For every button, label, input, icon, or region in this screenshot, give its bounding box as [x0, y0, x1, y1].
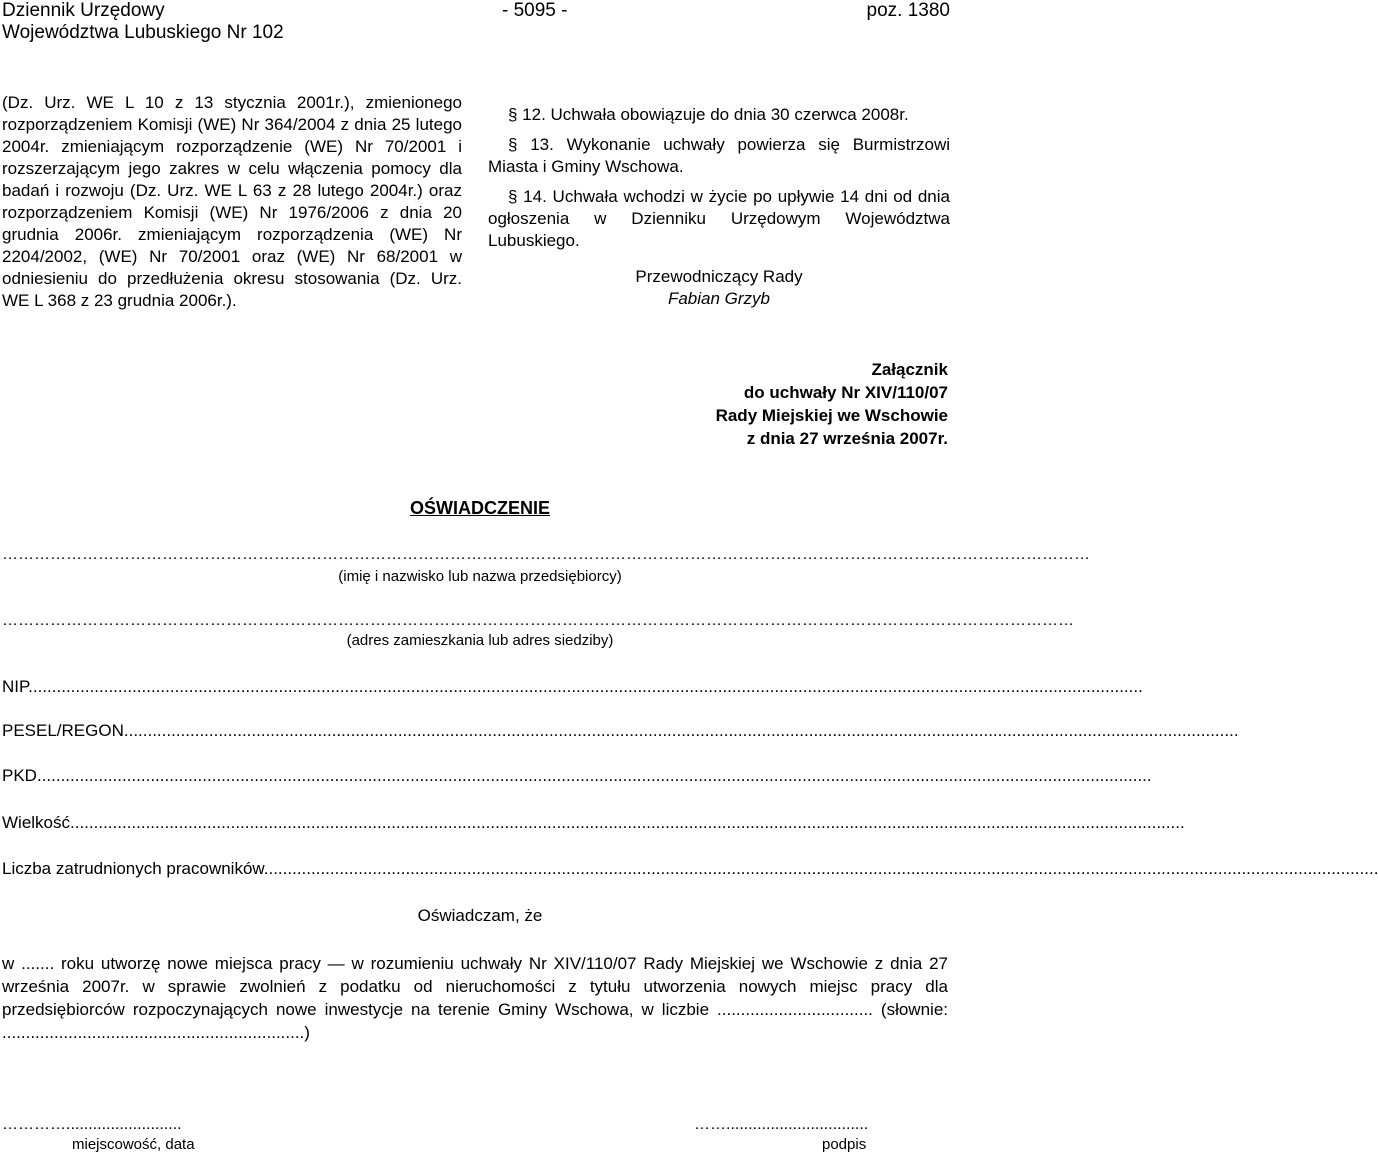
journal-title: Dziennik Urzędowy	[2, 0, 165, 21]
paragraph-13: § 13. Wykonanie uchwały powierza się Burmistrzowi Miasta i Gminy Wschowa.	[488, 135, 950, 176]
paragraph-12: § 12. Uchwała obowiązuje do dnia 30 czerwca 2008r.	[508, 105, 909, 124]
declaration-statement	[2, 952, 948, 1044]
right-column	[488, 104, 950, 310]
annex-heading	[508, 358, 948, 450]
signature-caption: podpis	[822, 1136, 867, 1153]
employees-dots[interactable]: ............................................................................................................................................................................................................................................	[263, 859, 1378, 878]
signer-title: Przewodniczący Rady	[635, 267, 803, 286]
left-column	[2, 92, 462, 312]
chairman-signature	[488, 266, 950, 310]
name-field-dots[interactable]: ……………………………………………………………………………………………………………………………………………………………………………………	[2, 546, 1090, 563]
address-field-dots[interactable]: …………………………………………………………………………………………………………………………………………………………………………………	[2, 612, 1074, 629]
pkd-label: PKD	[2, 766, 37, 785]
form-title: OŚWIADCZENIE	[409, 498, 550, 518]
size-dots[interactable]: ............................................................................................................................................................................................................................................	[70, 813, 1185, 832]
place-date-caption: miejscowość, data	[72, 1136, 195, 1153]
employees-field[interactable]	[2, 858, 1378, 880]
page-header	[0, 0, 960, 46]
pkd-dots[interactable]: ............................................................................................................................................................................................................................................	[36, 766, 1152, 785]
nip-label: NIP	[2, 677, 29, 696]
annex-line-2: do uchwały Nr XIV/110/07	[743, 383, 948, 402]
pesel-regon-dots[interactable]: ............................................................................................................................................................................................................................................	[123, 721, 1239, 740]
position-number: poz. 1380	[866, 0, 950, 21]
nip-field[interactable]	[2, 676, 1143, 698]
pesel-regon-field[interactable]	[2, 720, 1239, 742]
pesel-regon-label: PESEL/REGON	[2, 721, 124, 740]
address-field-caption: (adres zamieszkania lub adres siedziby)	[346, 632, 614, 649]
signature-dots[interactable]: ……................................	[694, 1116, 869, 1133]
declaration-text: w ....... roku utworzę nowe miejsca pracy — w rozumieniu uchwały Nr XIV/110/07 Rady Miejskiej we Wschowie z dnia 27 września 2007r. w sprawie zwolnień z podatku od nieruchomości z tytułu utworzenia nowych miejsc pracy dla przedsiębiorców rozpoczynających nowe inwestycje na terenie Gminy Wschowa, w liczbie ................................. (słownie: ................................................................)	[2, 954, 948, 1042]
name-field-caption: (imię i nazwisko lub nazwa przedsiębiorcy)	[338, 568, 622, 585]
nip-dots[interactable]: ............................................................................................................................................................................................................................................	[28, 677, 1143, 696]
place-date-dots[interactable]: …………..........................	[2, 1116, 182, 1133]
signer-name: Fabian Grzyb	[667, 289, 771, 308]
annex-line-4: z dnia 27 września 2007r.	[746, 429, 948, 448]
size-field[interactable]	[2, 812, 1185, 834]
journal-subtitle: Województwa Lubuskiego Nr 102	[2, 22, 284, 43]
pkd-field[interactable]	[2, 765, 1152, 787]
annex-line-3: Rady Miejskiej we Wschowie	[715, 406, 948, 425]
annex-line-1: Załącznik	[871, 360, 948, 379]
size-label: Wielkość	[2, 813, 71, 832]
declaration-heading: Oświadczam, że	[417, 906, 543, 925]
page-number: - 5095 -	[502, 0, 568, 21]
left-column-text: (Dz. Urz. WE L 10 z 13 stycznia 2001r.), zmienionego rozporządzeniem Komisji (WE) Nr 364/2004 z dnia 25 lutego 2004r. zmieniającym rozporządzenie (WE) Nr 70/2001 i rozszerzającym jego zakres w celu włączenia pomocy dla badań i rozwoju (Dz. Urz. WE L 63 z 28 lutego 2004r.) oraz rozporządzeniem Komisji (WE) Nr 1976/2006 z dnia 20 grudnia 2006r. zmieniającym rozporządzenia (WE) Nr 2204/2002, (WE) Nr 70/2001 oraz (WE) Nr 68/2001 w odniesieniu do przedłużenia okresu stosowania (Dz. Urz. WE L 368 z 23 grudnia 2006r.).	[2, 93, 462, 310]
employees-label: Liczba zatrudnionych pracowników	[2, 859, 264, 878]
paragraph-14: § 14. Uchwała wchodzi w życie po upływie 14 dni od dnia ogłoszenia w Dzienniku Urzędowym Województwa Lubuskiego.	[488, 187, 950, 250]
